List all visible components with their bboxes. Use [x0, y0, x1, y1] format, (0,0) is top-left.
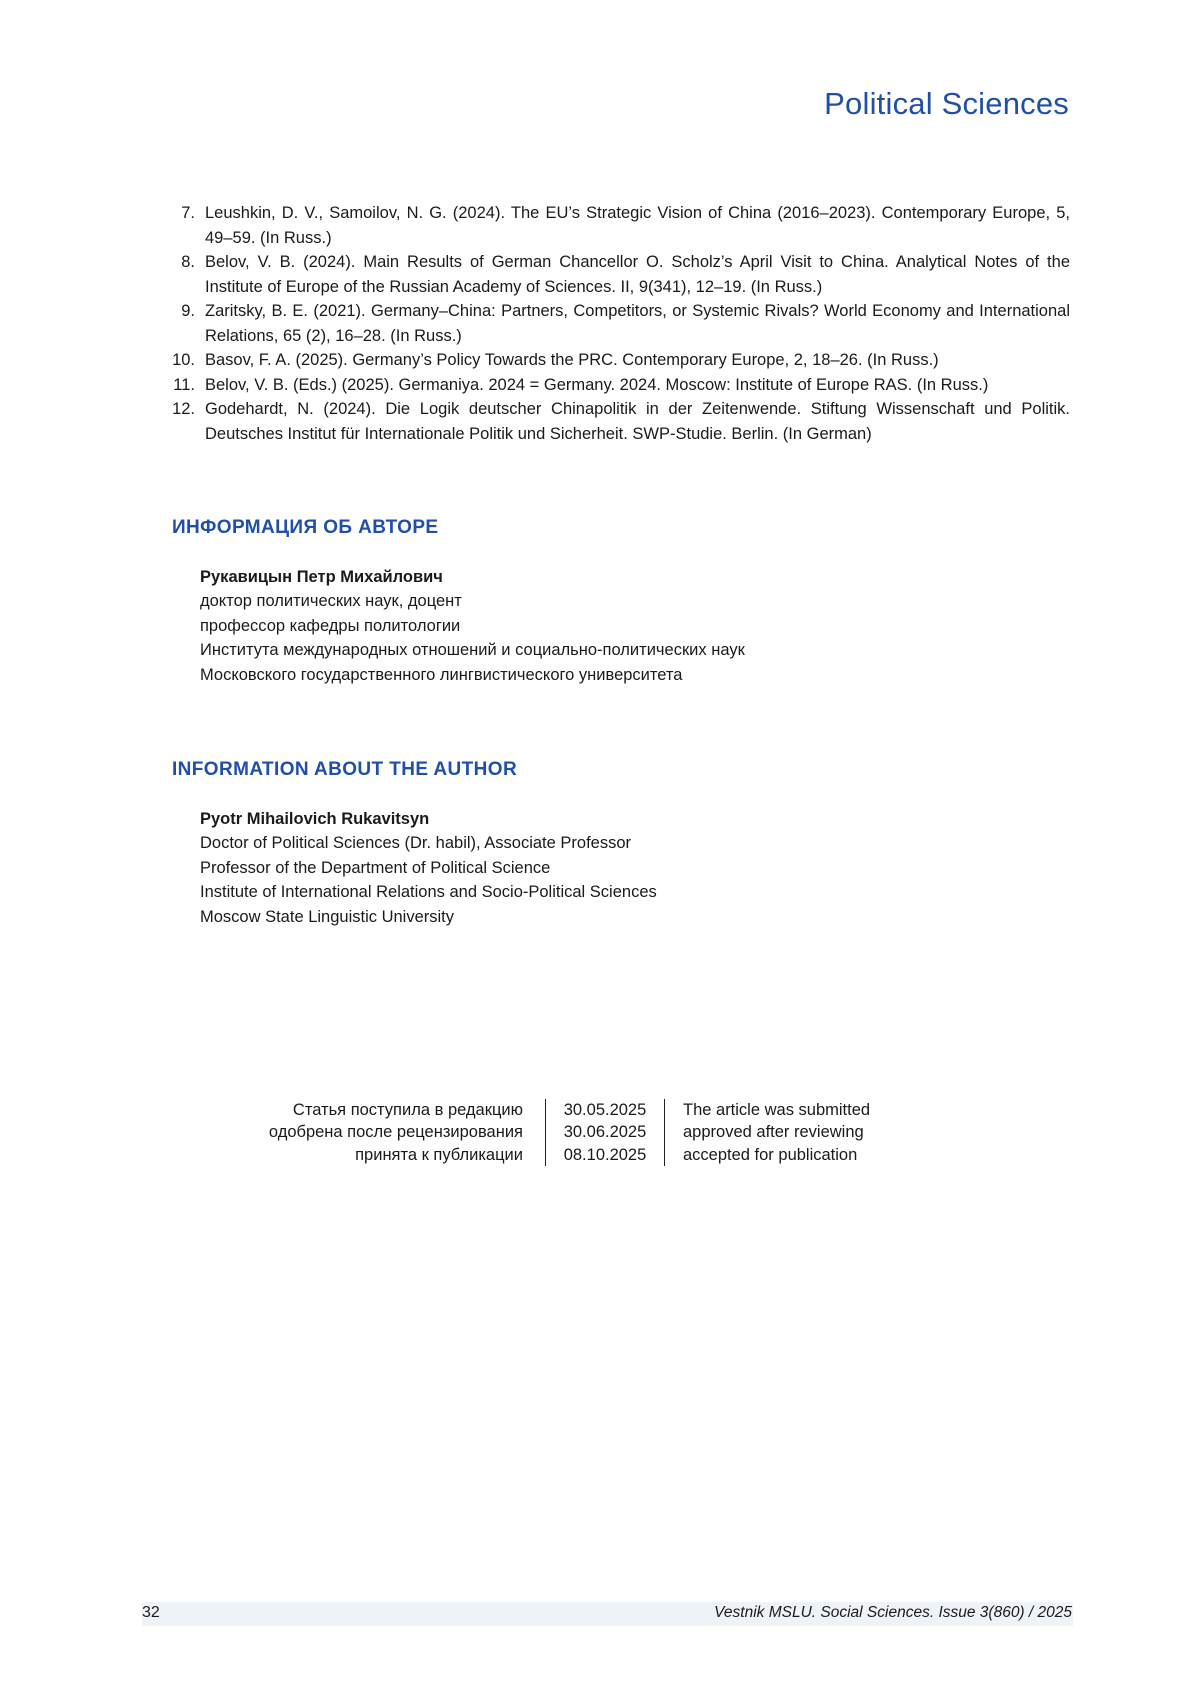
date-label-ru: принята к публикации	[200, 1144, 523, 1166]
author-info-en	[200, 807, 657, 929]
author-line: профессор кафедры политологии	[200, 614, 745, 638]
date-label-en: The article was submitted	[683, 1099, 870, 1121]
reference-text: Godehardt, N. (2024). Die Logik deutscher Chinapolitik in der Zeitenwende. Stiftung Wissenschaft und Politik. Deutsches Institut für Internationale Politik und Sicherheit. SWP-Studie. Berlin. (In German)	[205, 397, 1070, 446]
reference-number: 10.	[160, 348, 205, 373]
reference-text: Basov, F. A. (2025). Germany’s Policy Towards the PRC. Contemporary Europe, 2, 18–26. (In Russ.)	[205, 348, 1070, 373]
reference-item	[160, 397, 1070, 446]
author-line: Professor of the Department of Political Science	[200, 856, 657, 880]
reference-item	[160, 348, 1070, 373]
reference-text: Belov, V. B. (2024). Main Results of German Chancellor O. Scholz’s April Visit to China. Analytical Notes of the Institute of Europe of the Russian Academy of Sciences. II, 9(341), 12–19. (In Russ.)	[205, 250, 1070, 299]
reference-number: 7.	[160, 201, 205, 250]
reference-number: 11.	[160, 373, 205, 398]
date-label-en: approved after reviewing	[683, 1121, 870, 1143]
journal-citation: Vestnik MSLU. Social Sciences. Issue 3(860) / 2025	[714, 1604, 1072, 1622]
reference-text: Belov, V. B. (Eds.) (2025). Germaniya. 2024 = Germany. 2024. Moscow: Institute of Europe RAS. (In Russ.)	[205, 373, 1070, 398]
reference-item	[160, 201, 1070, 250]
reference-text: Leushkin, D. V., Samoilov, N. G. (2024). The EU’s Strategic Vision of China (2016–2023). Contemporary Europe, 5, 49–59. (In Russ.)	[205, 201, 1070, 250]
date-label-en: accepted for publication	[683, 1144, 870, 1166]
reference-text: Zaritsky, B. E. (2021). Germany–China: Partners, Competitors, or Systemic Rivals? World Economy and International Relations, 65 (2), 16–28. (In Russ.)	[205, 299, 1070, 348]
reference-item	[160, 250, 1070, 299]
date-value: 08.10.2025	[546, 1144, 664, 1166]
author-name-ru: Рукавицын Петр Михайлович	[200, 565, 745, 589]
reference-number: 8.	[160, 250, 205, 299]
date-label-ru: одобрена после рецензирования	[200, 1121, 523, 1143]
page-number: 32	[142, 1604, 160, 1622]
author-line: Moscow State Linguistic University	[200, 905, 657, 929]
dates-labels-en	[665, 1099, 870, 1166]
reference-list	[160, 201, 1070, 446]
reference-item	[160, 373, 1070, 398]
author-info-heading-ru: ИНФОРМАЦИЯ ОБ АВТОРЕ	[172, 517, 439, 539]
author-line: Московского государственного лингвистического университета	[200, 663, 745, 687]
reference-number: 12.	[160, 397, 205, 446]
reference-item	[160, 299, 1070, 348]
author-line: Institute of International Relations and Socio-Political Sciences	[200, 880, 657, 904]
reference-number: 9.	[160, 299, 205, 348]
author-info-ru	[200, 565, 745, 687]
section-title: Political Sciences	[824, 86, 1069, 122]
dates-values	[545, 1099, 665, 1166]
dates-labels-ru	[200, 1099, 545, 1166]
date-value: 30.06.2025	[546, 1121, 664, 1143]
submission-dates-table	[200, 1099, 870, 1166]
date-label-ru: Статья поступила в редакцию	[200, 1099, 523, 1121]
author-info-heading-en: INFORMATION ABOUT THE AUTHOR	[172, 759, 517, 781]
date-value: 30.05.2025	[546, 1099, 664, 1121]
author-line: доктор политических наук, доцент	[200, 589, 745, 613]
author-line: Doctor of Political Sciences (Dr. habil), Associate Professor	[200, 831, 657, 855]
author-line: Института международных отношений и социально-политических наук	[200, 638, 745, 662]
author-name-en: Pyotr Mihailovich Rukavitsyn	[200, 807, 657, 831]
